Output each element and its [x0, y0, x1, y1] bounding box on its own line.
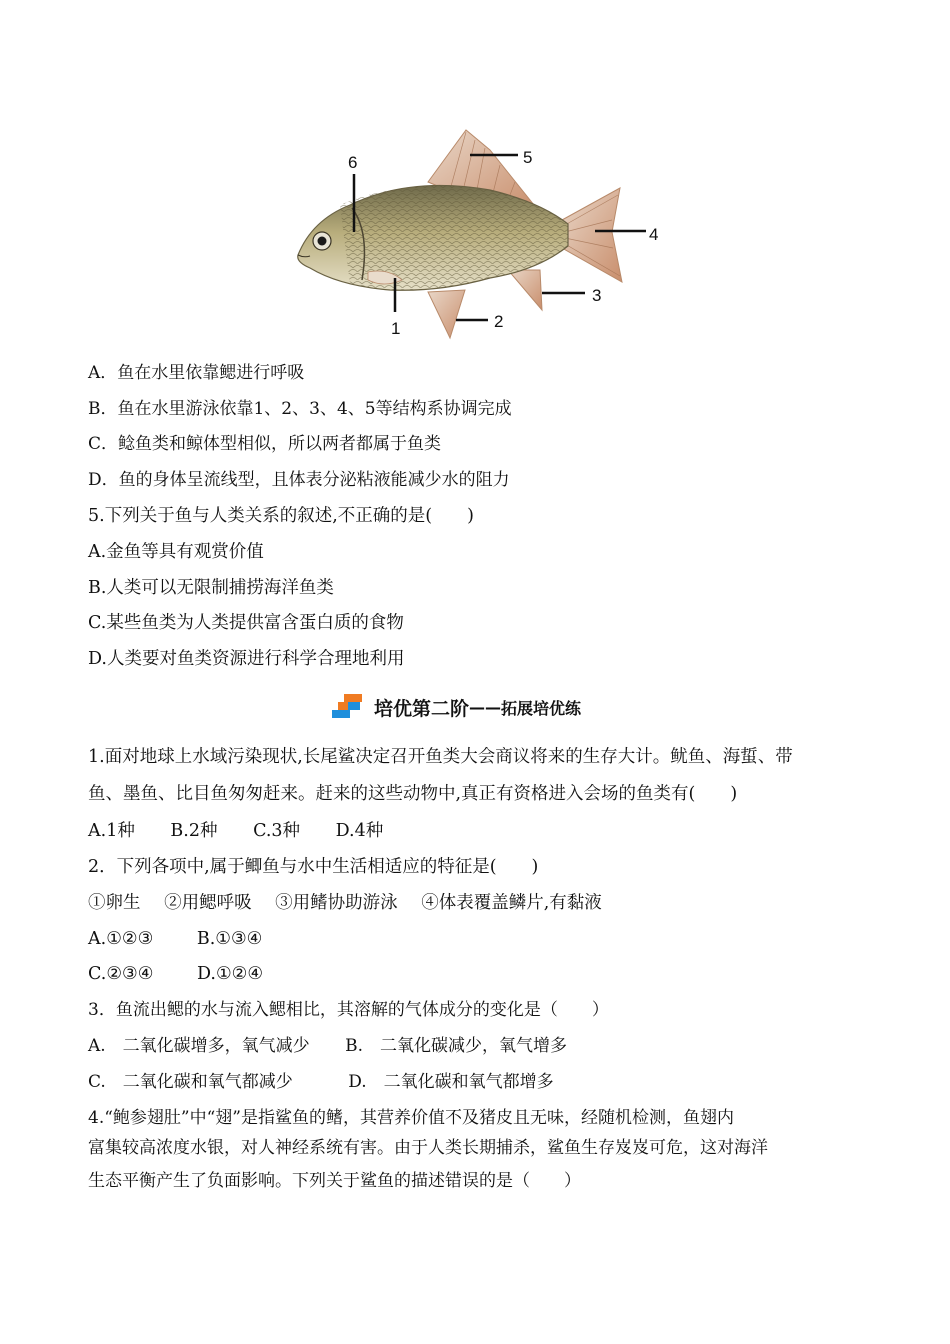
s2-q2-option-a: A.①②③	[88, 929, 154, 949]
s2-q2-option-b: B.①③④	[196, 929, 263, 949]
q5-option-a: A.金鱼等具有观赏价值	[88, 542, 264, 562]
s2-q2-item-1: ①卵生	[88, 893, 141, 913]
s2-q3-options-row2	[88, 1071, 554, 1093]
label-6: 6	[348, 153, 358, 172]
s2-q2-item-4: ④体表覆盖鳞片,有黏液	[421, 893, 602, 913]
s2-q1-option-d: D.4种	[335, 821, 384, 841]
tail-fin	[562, 188, 622, 282]
s2-q2-option-d: D.①②④	[196, 964, 264, 984]
s2-q2-options-row1	[88, 928, 262, 950]
q5-option-b: B.人类可以无限制捕捞海洋鱼类	[88, 578, 334, 598]
s2-q1-stem-line1: 1.面对地球上水域污染现状,长尾鲨决定召开鱼类大会商议将来的生存大计。鱿鱼、海蜇、带	[88, 747, 793, 767]
label-4: 4	[649, 225, 659, 244]
fish-figure	[290, 120, 680, 345]
label-2: 2	[494, 312, 504, 331]
section-title: 培优第二阶	[374, 697, 470, 720]
q5-stem: 5.下列关于鱼与人类关系的叙述,不正确的是( )	[88, 506, 474, 526]
label-5: 5	[523, 148, 533, 167]
anal-fin	[508, 270, 542, 310]
section-icon	[330, 692, 366, 722]
s2-q1-option-a: A.1种	[88, 821, 135, 841]
s2-q1-options	[88, 820, 383, 842]
s2-q2-stem: 2．下列各项中,属于鲫鱼与水中生活相适应的特征是( )	[88, 857, 539, 877]
section-header	[330, 692, 581, 722]
s2-q1-option-c: C.3种	[253, 821, 301, 841]
s2-q2-option-c: C.②③④	[88, 964, 154, 984]
s2-q3-option-a: A. 二氧化碳增多，氧气减少	[88, 1036, 310, 1056]
section-dash: ——	[469, 697, 502, 717]
s2-q3-option-d: D. 二氧化碳和氧气都增多	[348, 1072, 554, 1092]
s2-q3-option-b: B. 二氧化碳减少，氧气增多	[345, 1036, 567, 1056]
q5-option-c: C.某些鱼类为人类提供富含蛋白质的食物	[88, 613, 404, 633]
s2-q2-items	[88, 892, 602, 914]
s2-q4-line3: 生态平衡产生了负面影响。下列关于鲨鱼的描述错误的是（ ）	[88, 1171, 581, 1191]
s2-q3-stem: 3．鱼流出鳃的水与流入鳃相比，其溶解的气体成分的变化是（ ）	[88, 1000, 609, 1020]
q4-option-d: D．鱼的身体呈流线型，且体表分泌粘液能减少水的阻力	[88, 470, 510, 490]
s2-q3-options-row1	[88, 1035, 567, 1057]
s2-q2-item-2: ②用鳃呼吸	[164, 893, 252, 913]
s2-q3-option-c: C. 二氧化碳和氧气都减少	[88, 1072, 293, 1092]
section-subtitle: 拓展培优练	[501, 698, 582, 718]
s2-q1-option-b: B.2种	[170, 821, 218, 841]
s2-q1-stem-line2: 鱼、墨鱼、比目鱼匆匆赶来。赶来的这些动物中,真正有资格进入会场的鱼类有( )	[88, 784, 738, 804]
label-1: 1	[391, 319, 401, 338]
pelvic-fin	[428, 290, 465, 338]
s2-q2-item-3: ③用鳍协助游泳	[275, 893, 398, 913]
q4-option-b: B．鱼在水里游泳依靠1、2、3、4、5等结构系协调完成	[88, 399, 512, 419]
s2-q4-line1: 4.“鲍参翅肚”中“翅”是指鲨鱼的鳍，其营养价值不及猪皮且无味，经随机检测，鱼翅内	[88, 1108, 734, 1128]
q4-option-c: C．鲶鱼类和鲸体型相似，所以两者都属于鱼类	[88, 434, 442, 454]
s2-q2-options-row2	[88, 963, 263, 985]
label-3: 3	[592, 286, 602, 305]
q5-option-d: D.人类要对鱼类资源进行科学合理地利用	[88, 649, 405, 669]
s2-q4-line2: 富集较高浓度水银，对人神经系统有害。由于人类长期捕杀，鲨鱼生存岌岌可危，这对海洋	[88, 1138, 768, 1158]
q4-option-a: A．鱼在水里依靠鳃进行呼吸	[88, 363, 305, 383]
